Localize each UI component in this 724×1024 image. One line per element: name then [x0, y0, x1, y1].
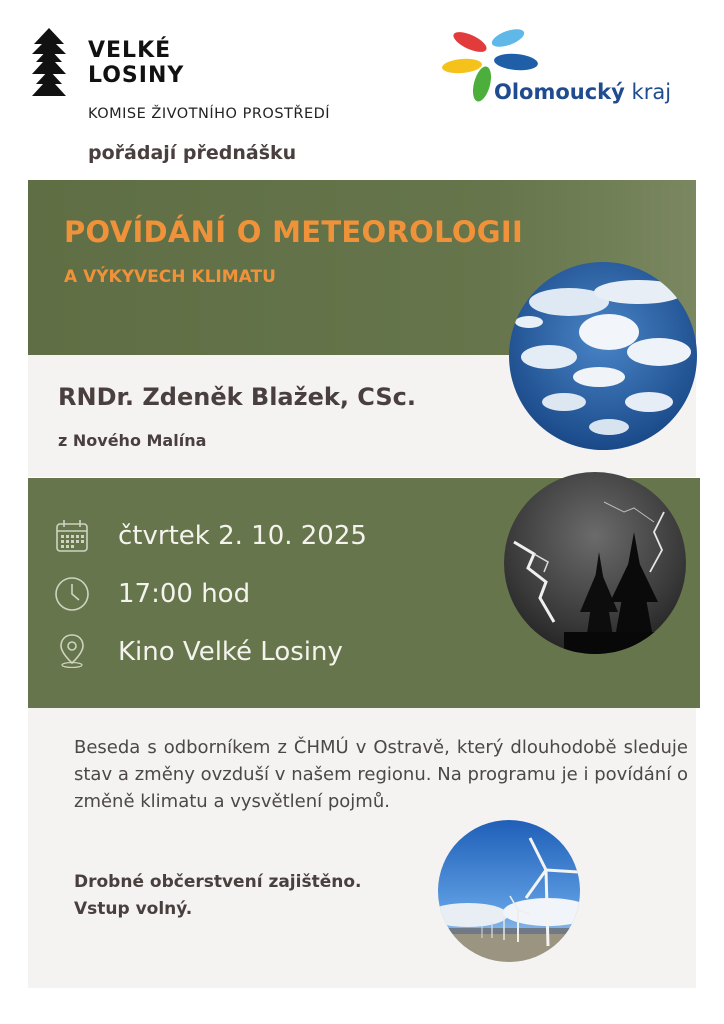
event-place: Kino Velké Losiny [118, 637, 343, 667]
lecture-subtitle: A VÝKYVECH KLIMATU [64, 267, 276, 287]
entry-note: Vstup volný. [74, 899, 193, 919]
municipality-line2: LOSINY [88, 63, 185, 88]
region-logo-light: kraj [631, 80, 672, 104]
municipality-name [88, 38, 184, 88]
note [74, 869, 361, 923]
region-logo-bold: Olomoucký [494, 80, 625, 104]
speaker-name: RNDr. Zdeněk Blažek, CSc. [58, 383, 416, 411]
wind-turbine-photo [438, 820, 580, 962]
lecture-title: POVÍDÁNÍ O METEOROLOGII [64, 215, 524, 249]
clouds-photo [509, 262, 697, 450]
refreshment-note: Drobné občerstvení zajištěno. [74, 872, 362, 892]
region-logo-text [494, 80, 671, 104]
municipality-line1: VELKÉ [88, 38, 172, 63]
event-date: čtvrtek 2. 10. 2025 [118, 521, 367, 551]
description-text: Beseda s odborníkem z ČHMÚ v Ostravě, který dlouhodobě sleduje stav a změny ovzduší v našem regionu. Na programu je i povídání o změně klimatu a vysvětlení pojmů. [74, 737, 688, 812]
organize-text: pořádají přednášku [88, 142, 297, 164]
location-pin-icon [54, 632, 90, 668]
lightning-photo [504, 472, 686, 654]
event-time: 17:00 hod [118, 579, 251, 609]
clock-icon [54, 576, 90, 612]
trees-logo-icon [30, 28, 68, 98]
calendar-icon [54, 518, 90, 554]
commission-name: KOMISE ŽIVOTNÍHO PROSTŘEDÍ [88, 106, 331, 122]
speaker-origin: z Nového Malína [58, 431, 207, 450]
